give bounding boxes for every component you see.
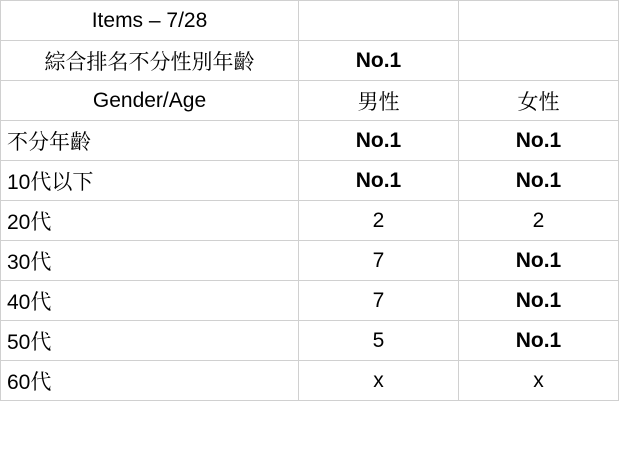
table-row: [1, 1, 619, 41]
table-row: [1, 161, 619, 201]
row-label-cell: Items – 7/28: [1, 1, 299, 41]
value-cell: 7: [299, 241, 459, 281]
row-label-cell: 50代: [1, 321, 299, 361]
value-cell: 7: [299, 281, 459, 321]
empty-sheet-area: [0, 422, 619, 454]
table-body: [1, 1, 619, 401]
rank-value-cell: No.1: [299, 121, 459, 161]
value-cell: [459, 41, 619, 81]
table-row: [1, 281, 619, 321]
rank-value-cell: No.1: [299, 161, 459, 201]
value-cell: 男性: [299, 81, 459, 121]
value-cell: [299, 1, 459, 41]
table-row: [1, 41, 619, 81]
rank-value-cell: No.1: [459, 121, 619, 161]
value-cell: [459, 1, 619, 41]
value-cell: 女性: [459, 81, 619, 121]
table-row: [1, 81, 619, 121]
value-cell: 2: [299, 201, 459, 241]
row-label-cell: Gender/Age: [1, 81, 299, 121]
rank-value-cell: No.1: [459, 241, 619, 281]
table-row: [1, 361, 619, 401]
rank-value-cell: No.1: [459, 321, 619, 361]
value-cell: x: [459, 361, 619, 401]
table-row: [1, 121, 619, 161]
table-row: [1, 241, 619, 281]
row-label-cell: 60代: [1, 361, 299, 401]
table-row: [1, 321, 619, 361]
value-cell: 2: [459, 201, 619, 241]
value-cell: x: [299, 361, 459, 401]
rank-value-cell: No.1: [299, 41, 459, 81]
row-label-cell: 不分年齡: [1, 121, 299, 161]
row-label-cell: 10代以下: [1, 161, 299, 201]
row-label-cell: 30代: [1, 241, 299, 281]
row-label-cell: 40代: [1, 281, 299, 321]
rank-value-cell: No.1: [459, 281, 619, 321]
row-label-cell: 綜合排名不分性別年齡: [1, 41, 299, 81]
rank-value-cell: No.1: [459, 161, 619, 201]
row-label-cell: 20代: [1, 201, 299, 241]
table-row: [1, 201, 619, 241]
value-cell: 5: [299, 321, 459, 361]
